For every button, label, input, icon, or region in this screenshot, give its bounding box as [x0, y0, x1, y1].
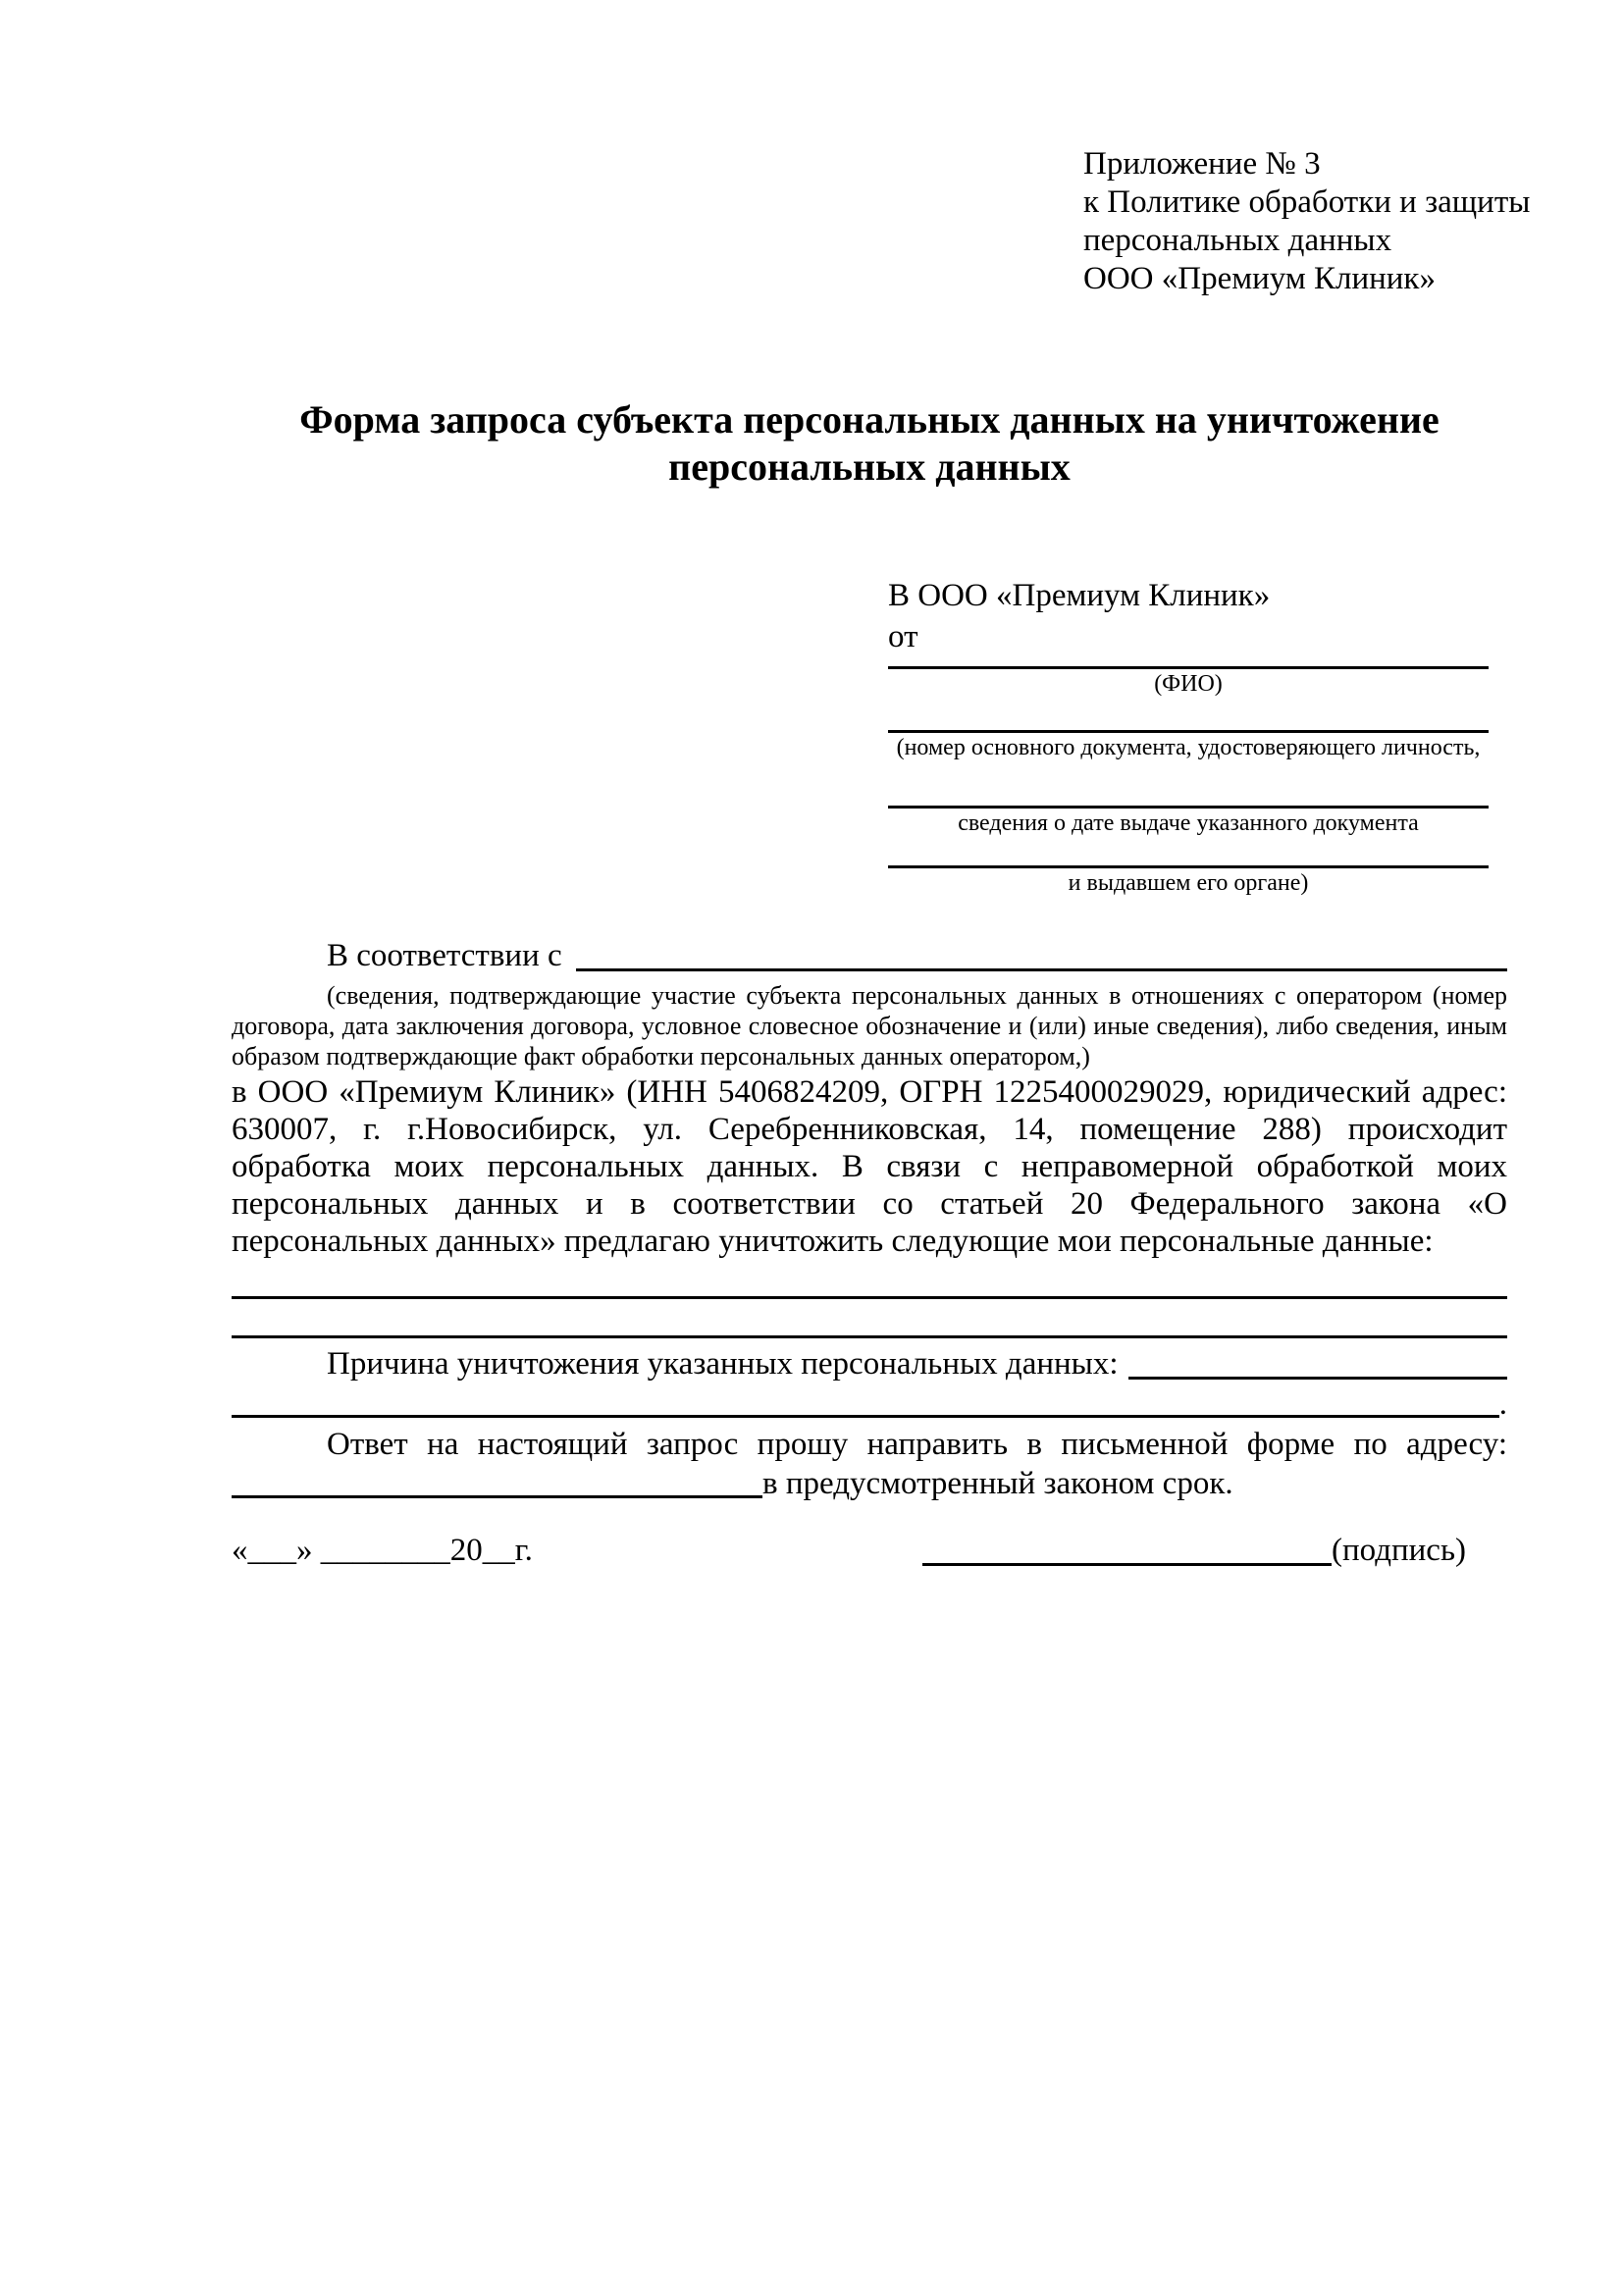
accordance-blank-field[interactable] — [576, 968, 1507, 971]
body-column — [232, 934, 1507, 1572]
personal-data-blank-line-2[interactable] — [232, 1299, 1507, 1338]
appendix-header-line: Приложение № 3 — [1083, 146, 1321, 182]
document-number-blank-field[interactable] — [888, 699, 1489, 733]
accordance-label: В соответствии с — [327, 938, 562, 973]
reason-blank-line-2[interactable] — [232, 1415, 1499, 1418]
addressee-block — [888, 574, 1489, 898]
reason-row — [232, 1342, 1507, 1385]
document-number-caption: (номер основного документа, удостоверяющего личность, — [896, 735, 1481, 760]
response-request-tail: в предусмотренный законом срок. — [762, 1466, 1233, 1501]
appendix-header-line: ООО «Премиум Клиник» — [1083, 261, 1436, 296]
fio-caption: (ФИО) — [1154, 671, 1223, 697]
appendix-header-line: персональных данных — [1083, 223, 1392, 258]
form-title: Форма запроса субъекта персональных данных на уничтожение персональных данных — [299, 397, 1440, 489]
issuing-authority-blank-field[interactable] — [888, 838, 1489, 868]
accordance-note: (сведения, подтверждающие участие субъекта персональных данных в отношениях с оператором (номер договора, дата заключения договора, условное словесное обозначение и (или) иные сведения), либо сведения, иным образом подтверждающие факт обработки персональных данных оператором,) — [232, 981, 1507, 1070]
issue-date-blank-field[interactable] — [888, 762, 1489, 809]
personal-data-blank-line-1[interactable] — [232, 1260, 1507, 1299]
reason-blank-field[interactable] — [1128, 1377, 1507, 1380]
issuing-authority-caption: и выдавшем его органе) — [1068, 870, 1309, 896]
fio-blank-field[interactable] — [888, 656, 1489, 669]
date-blank-field[interactable]: «___» ________20__г. — [232, 1533, 533, 1568]
appendix-header — [1083, 145, 1530, 298]
addressee-from-label: от — [888, 619, 918, 654]
signature-caption: (подпись) — [1332, 1533, 1466, 1568]
signature-line-field[interactable] — [922, 1563, 1332, 1566]
issue-date-caption: сведения о дате выдаче указанного документа — [958, 810, 1419, 836]
appendix-header-line: к Политике обработки и защиты — [1083, 184, 1531, 220]
accordance-row — [232, 934, 1507, 977]
address-blank-field[interactable] — [232, 1495, 762, 1498]
reason-blank-row — [232, 1385, 1507, 1423]
response-tail-row — [232, 1464, 1507, 1503]
signature-group — [922, 1529, 1466, 1572]
period-text: . — [1498, 1386, 1507, 1422]
request-paragraph: в ООО «Премиум Клиник» (ИНН 5406824209, ОГРН 1225400029029, юридический адрес: 630007, г. г.Новосибирск, ул. Серебренниковская, 14, помещение 288) происходит обработка моих персональных данных. В связи с неправомерной обработкой моих персональных данных и в соответствии со статьей 20 Федерального закона «О персональных данных» предлагаю уничтожить следующие мои персональные данные: — [232, 1074, 1507, 1259]
response-request-text: Ответ на настоящий запрос прошу направить в письменной форме по адресу: — [327, 1427, 1507, 1462]
addressee-to: В ООО «Премиум Клиник» — [888, 578, 1271, 613]
footer-row — [232, 1529, 1507, 1572]
reason-label: Причина уничтожения указанных персональных данных: — [327, 1346, 1119, 1382]
